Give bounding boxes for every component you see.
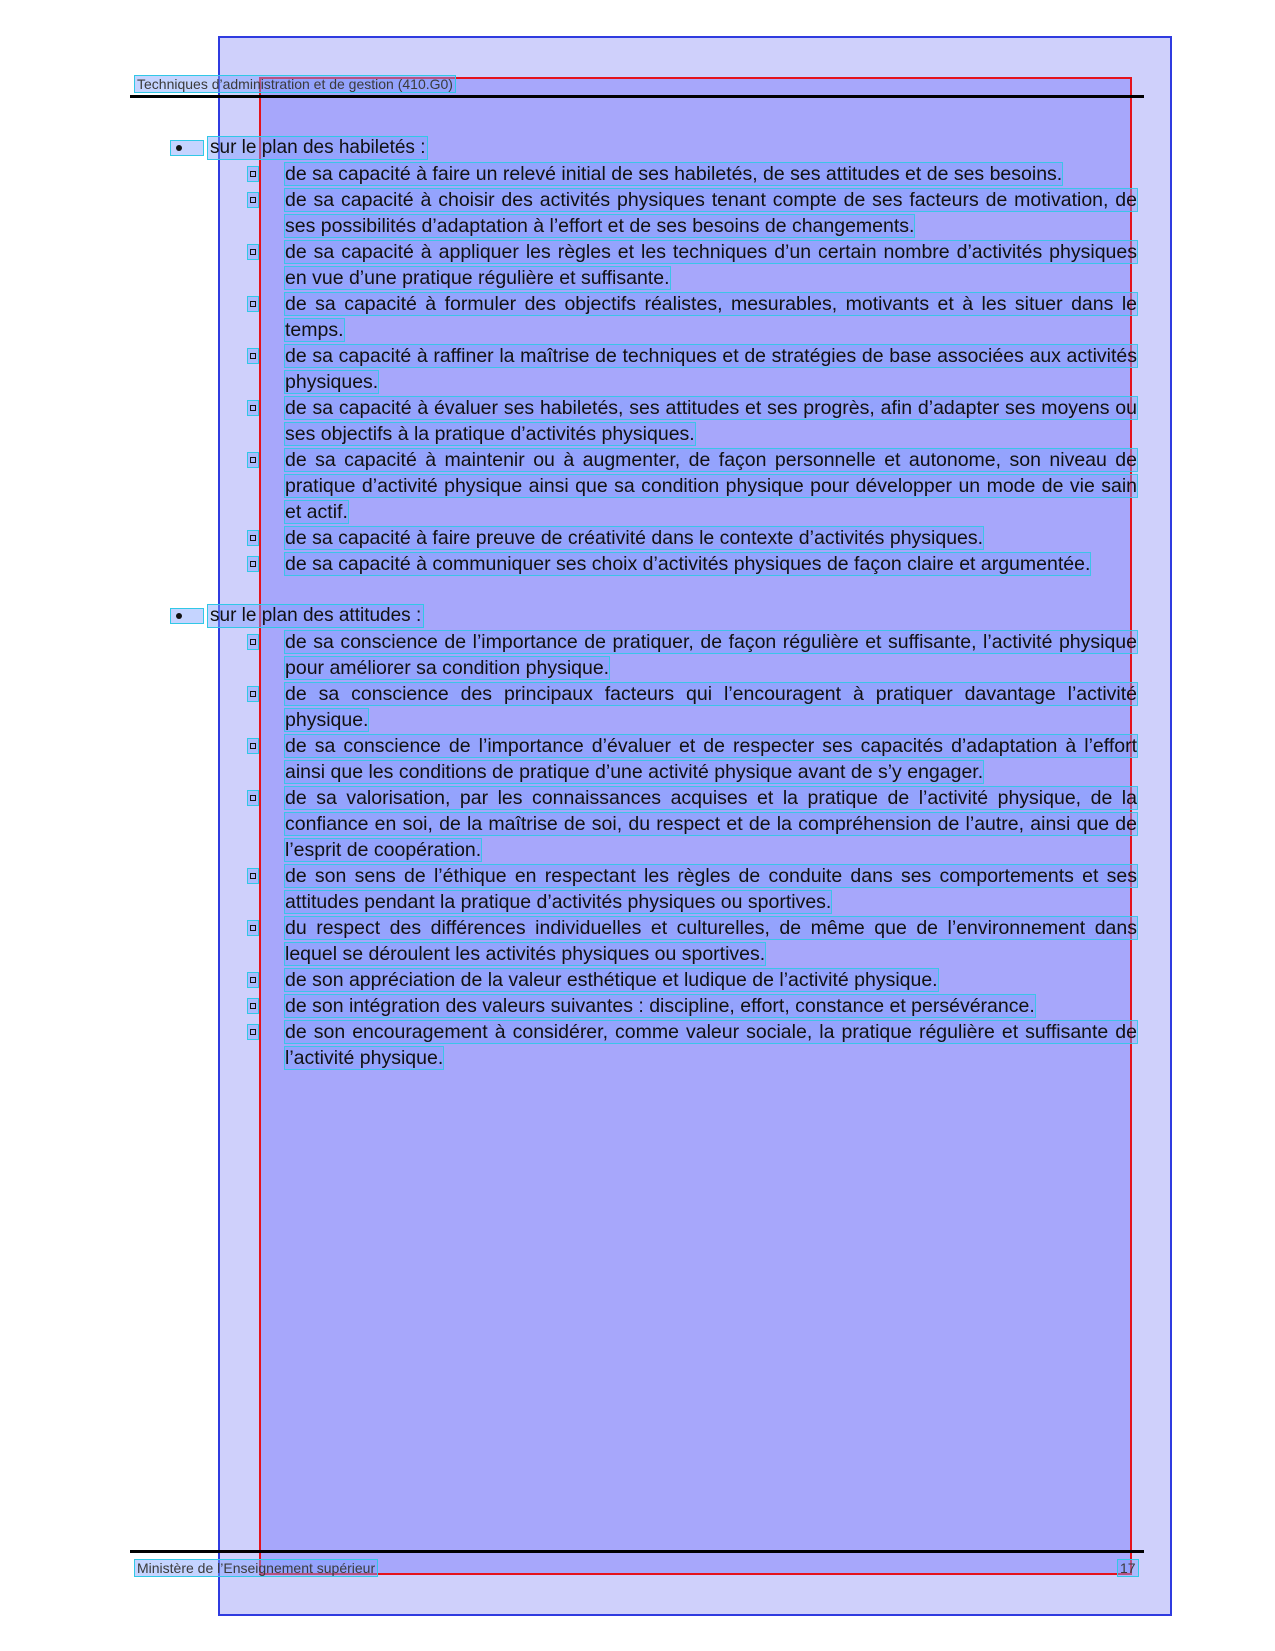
square-bullet-icon <box>247 400 259 416</box>
attitudes-list <box>170 629 1140 1071</box>
header-divider <box>130 95 1144 98</box>
list-item <box>247 239 1140 291</box>
square-bullet-icon <box>247 530 259 546</box>
square-bullet-icon <box>247 192 259 208</box>
document-header-title: Techniques d’administration et de gestion (410.G0) <box>134 75 456 93</box>
section-heading: sur le plan des attitudes : <box>207 604 424 628</box>
list-item <box>247 447 1140 525</box>
bullet-icon <box>170 140 204 156</box>
list-item <box>247 187 1140 239</box>
list-item-text: de sa capacité à choisir des activités physiques tenant compte de ses facteurs de motivation, de ses possibilités d’adaptation à l’effort et de ses besoins de changements. <box>285 189 1137 237</box>
list-item-text: de sa capacité à maintenir ou à augmenter, de façon personnelle et autonome, son niveau de pratique d’activité physique ainsi que sa condition physique pour développer un mode de vie sain et actif. <box>285 449 1137 523</box>
list-item-text: de sa capacité à raffiner la maîtrise de techniques et de stratégies de base associées aux activités physiques. <box>285 345 1137 393</box>
square-bullet-icon <box>247 296 259 312</box>
list-item-text: de sa capacité à faire preuve de créativité dans le contexte d’activités physiques. <box>285 527 984 549</box>
square-bullet-icon <box>247 998 259 1014</box>
list-item-text: de son intégration des valeurs suivantes : discipline, effort, constance et persévérance. <box>285 995 1035 1017</box>
list-item <box>247 785 1140 863</box>
list-item <box>247 1019 1140 1071</box>
list-item <box>247 681 1140 733</box>
document-footer-text: Ministère de l’Enseignement supérieur <box>134 1559 378 1577</box>
square-bullet-icon <box>247 452 259 468</box>
square-bullet-icon <box>247 790 259 806</box>
square-bullet-icon <box>247 868 259 884</box>
square-bullet-icon <box>247 920 259 936</box>
square-bullet-icon <box>247 348 259 364</box>
habiletes-list <box>170 161 1140 577</box>
square-bullet-icon <box>247 972 259 988</box>
list-item-text: de sa capacité à appliquer les règles et les techniques d’un certain nombre d’activités physiques en vue d’une pratique régulière et suffisante. <box>285 241 1137 289</box>
section-heading-row <box>170 603 1140 629</box>
list-item-text: de sa capacité à évaluer ses habiletés, ses attitudes et ses progrès, afin d’adapter ses moyens ou ses objectifs à la pratique d’activités physiques. <box>285 397 1137 445</box>
square-bullet-icon <box>247 244 259 260</box>
list-item <box>247 551 1140 577</box>
list-item-text: de son appréciation de la valeur esthétique et ludique de l’activité physique. <box>285 969 938 991</box>
footer-divider <box>130 1550 1144 1553</box>
list-item-text: de son encouragement à considérer, comme valeur sociale, la pratique régulière et suffisante de l’activité physique. <box>285 1021 1137 1069</box>
list-item <box>247 343 1140 395</box>
list-item-text: de sa conscience de l’importance de pratiquer, de façon régulière et suffisante, l’activité physique pour améliorer sa condition physique. <box>285 631 1137 679</box>
page-number: 17 <box>1117 1559 1139 1577</box>
list-item <box>247 967 1140 993</box>
list-item-text: de sa capacité à faire un relevé initial de ses habiletés, de ses attitudes et de ses besoins. <box>285 163 1063 185</box>
list-item-text: de sa conscience des principaux facteurs qui l’encouragent à pratiquer davantage l’activité physique. <box>285 683 1137 731</box>
list-item <box>247 993 1140 1019</box>
section-heading-row <box>170 135 1140 161</box>
section-heading: sur le plan des habiletés : <box>207 136 428 160</box>
section-attitudes <box>170 603 1140 1071</box>
list-item <box>247 915 1140 967</box>
document-content <box>170 135 1140 1071</box>
list-item-text: de sa capacité à formuler des objectifs réalistes, mesurables, motivants et à les situer dans le temps. <box>285 293 1137 341</box>
list-item-text: de sa conscience de l’importance d’évaluer et de respecter ses capacités d’adaptation à l’effort ainsi que les conditions de pratique d’une activité physique avant de s’y engager. <box>285 735 1137 783</box>
list-item <box>247 863 1140 915</box>
square-bullet-icon <box>247 686 259 702</box>
list-item <box>247 525 1140 551</box>
list-item <box>247 733 1140 785</box>
section-habiletes <box>170 135 1140 577</box>
list-item-text: de sa valorisation, par les connaissances acquises et la pratique de l’activité physique, de la confiance en soi, de la maîtrise de soi, du respect et de la compréhension de l’autre, ainsi que de l’esprit de coopération. <box>285 787 1137 861</box>
list-item <box>247 395 1140 447</box>
square-bullet-icon <box>247 1024 259 1040</box>
square-bullet-icon <box>247 556 259 572</box>
square-bullet-icon <box>247 738 259 754</box>
square-bullet-icon <box>247 634 259 650</box>
list-item <box>247 161 1140 187</box>
square-bullet-icon <box>247 166 259 182</box>
list-item-text: du respect des différences individuelles et culturelles, de même que de l’environnement dans lequel se déroulent les activités physiques ou sportives. <box>285 917 1137 965</box>
list-item <box>247 629 1140 681</box>
list-item <box>247 291 1140 343</box>
bullet-icon <box>170 608 204 624</box>
list-item-text: de sa capacité à communiquer ses choix d’activités physiques de façon claire et argumentée. <box>285 553 1091 575</box>
list-item-text: de son sens de l’éthique en respectant les règles de conduite dans ses comportements et ses attitudes pendant la pratique d’activités physiques ou sportives. <box>285 865 1137 913</box>
